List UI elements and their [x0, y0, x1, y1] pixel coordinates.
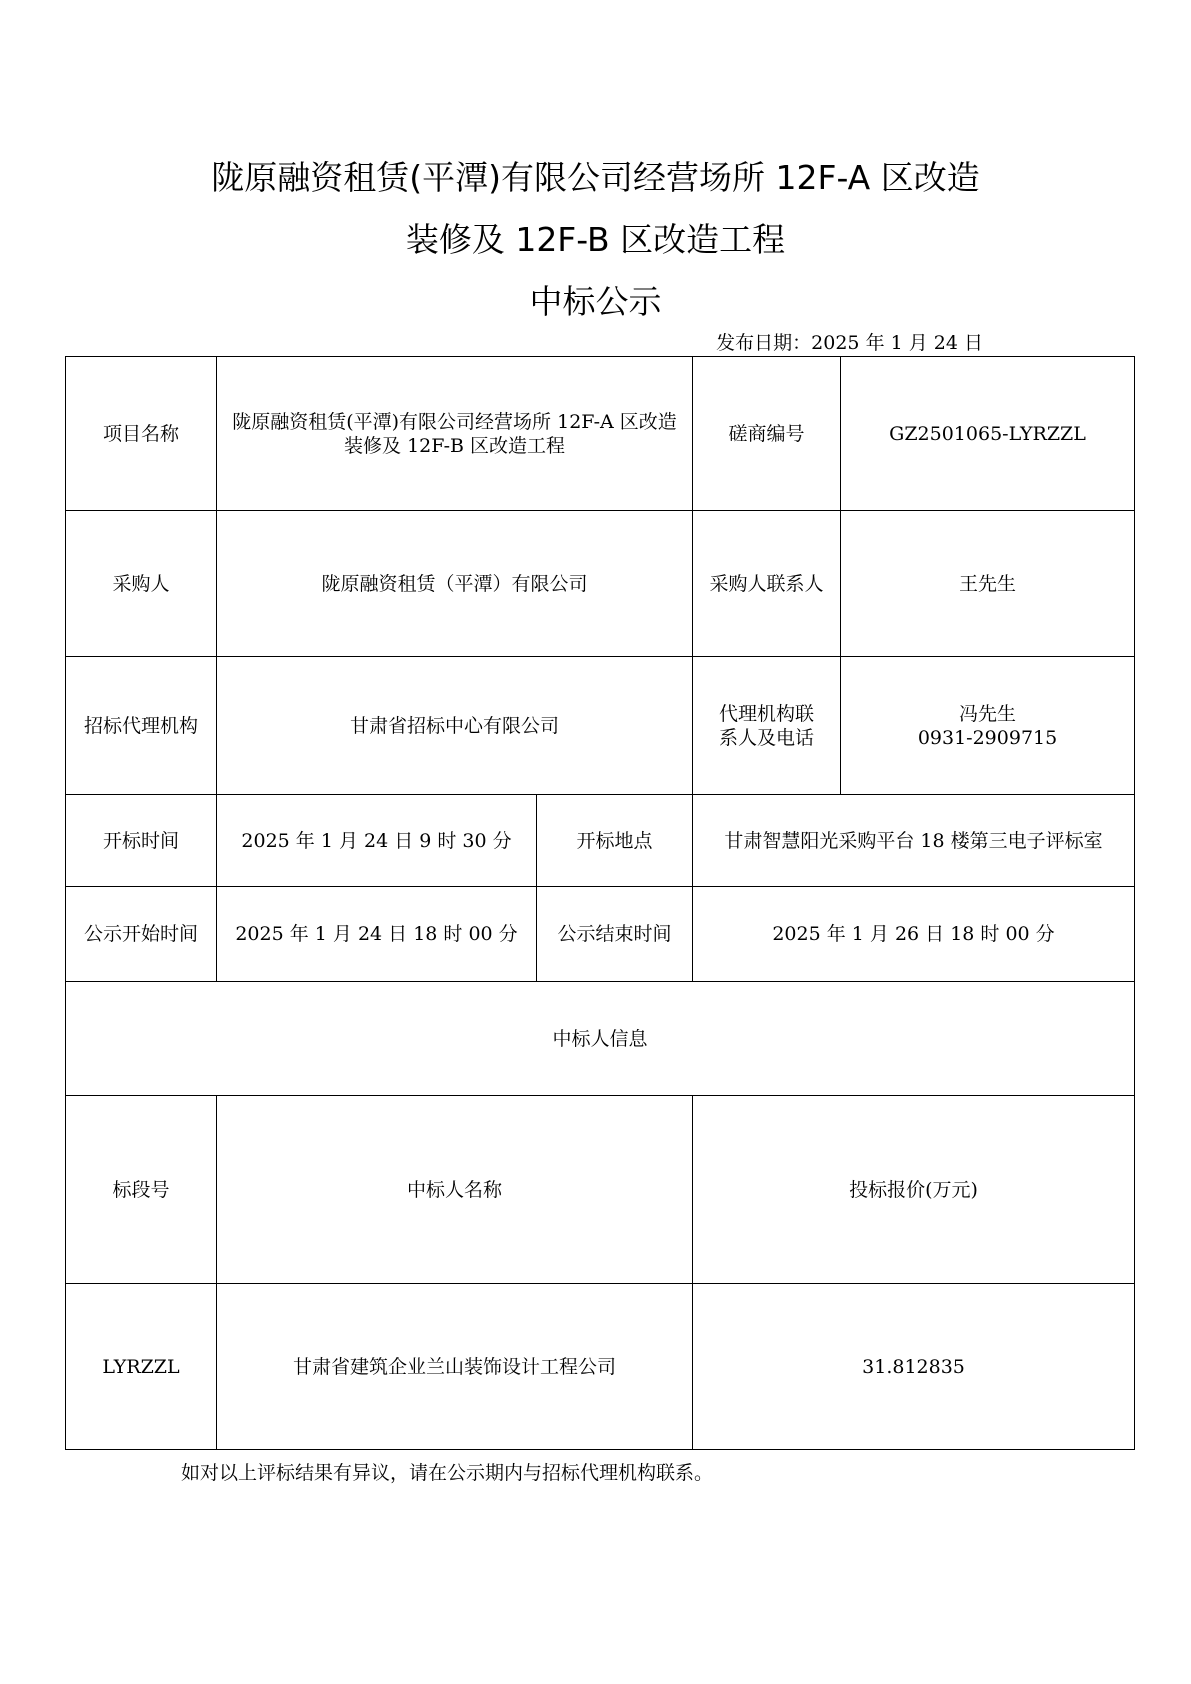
footer-note: 如对以上评标结果有异议，请在公示期内与招标代理机构联系。	[181, 1462, 714, 1484]
agency-contact-phone: 0931-2909715	[917, 726, 1058, 749]
award-notice-table	[65, 356, 1135, 1450]
row-agency	[66, 657, 1135, 795]
purchaser-label: 采购人	[66, 511, 217, 657]
winner-name: 甘肃省建筑企业兰山装饰设计工程公司	[217, 1284, 693, 1450]
publish-date: 发布日期：2025 年 1 月 24 日	[716, 332, 983, 354]
notice-start-label: 公示开始时间	[66, 887, 217, 982]
notice-end-value: 2025 年 1 月 26 日 18 时 00 分	[693, 887, 1135, 982]
row-project	[66, 357, 1135, 511]
row-open	[66, 795, 1135, 887]
consult-no-value: GZ2501065-LYRZZL	[841, 357, 1135, 511]
open-place-value: 甘肃智慧阳光采购平台 18 楼第三电子评标室	[693, 795, 1135, 887]
open-place-label: 开标地点	[537, 795, 693, 887]
winner-col-price: 投标报价(万元)	[693, 1096, 1135, 1284]
purchaser-contact-value: 王先生	[841, 511, 1135, 657]
title-line-1: 陇原融资租赁(平潭)有限公司经营场所 12F-A 区改造	[211, 158, 980, 197]
winner-row	[66, 1284, 1135, 1450]
open-time-value: 2025 年 1 月 24 日 9 时 30 分	[217, 795, 537, 887]
row-winner-section	[66, 982, 1135, 1096]
title-line-2: 装修及 12F-B 区改造工程	[405, 220, 786, 259]
winner-col-name: 中标人名称	[217, 1096, 693, 1284]
winner-section-title: 中标人信息	[66, 982, 1135, 1096]
open-time-label: 开标时间	[66, 795, 217, 887]
agency-label: 招标代理机构	[66, 657, 217, 795]
agency-contact-name: 冯先生	[959, 702, 1017, 725]
project-name-value: 陇原融资租赁(平潭)有限公司经营场所 12F-A 区改造装修及 12F-B 区改造工程	[217, 357, 693, 511]
consult-no-label: 磋商编号	[693, 357, 841, 511]
purchaser-contact-label: 采购人联系人	[693, 511, 841, 657]
winner-lot: LYRZZL	[66, 1284, 217, 1450]
project-name-label: 项目名称	[66, 357, 217, 511]
purchaser-value: 陇原融资租赁（平潭）有限公司	[217, 511, 693, 657]
row-purchaser	[66, 511, 1135, 657]
winner-price: 31.812835	[693, 1284, 1135, 1450]
row-notice-period	[66, 887, 1135, 982]
winner-col-lot: 标段号	[66, 1096, 217, 1284]
agency-contact-label: 代理机构联系人及电话	[693, 657, 841, 795]
agency-value: 甘肃省招标中心有限公司	[217, 657, 693, 795]
notice-end-label: 公示结束时间	[537, 887, 693, 982]
agency-contact-value	[841, 657, 1135, 795]
notice-start-value: 2025 年 1 月 24 日 18 时 00 分	[217, 887, 537, 982]
title-line-3: 中标公示	[529, 282, 662, 321]
winner-header-row	[66, 1096, 1135, 1284]
